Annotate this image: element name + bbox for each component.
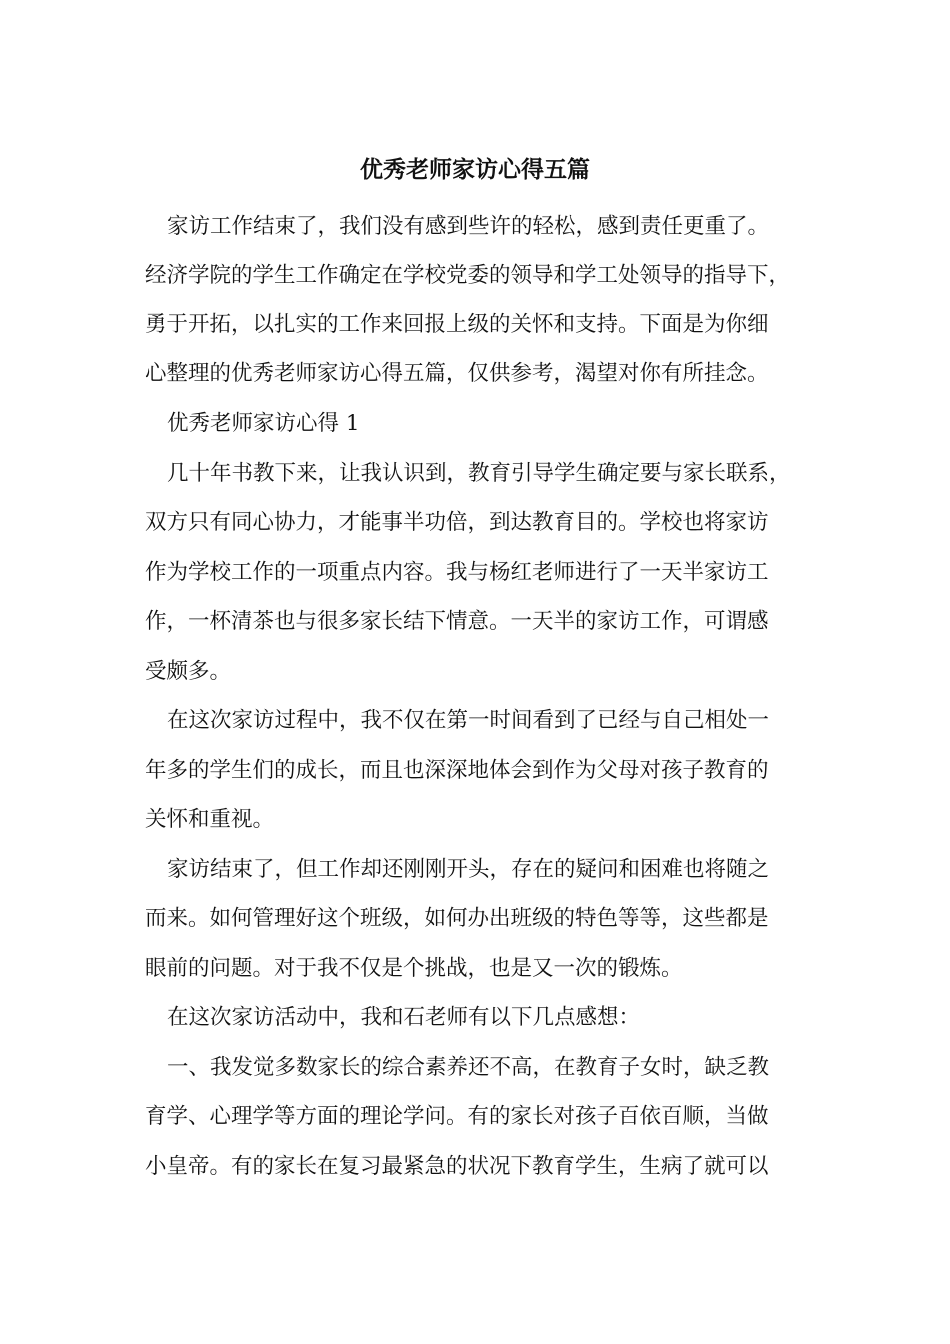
paragraph-line: 作，一杯清茶也与很多家长结下情意。一天半的家访工作，可谓感 — [145, 609, 769, 634]
paragraph-line: 受颇多。 — [145, 659, 232, 684]
paragraph-line: 关怀和重视。 — [145, 807, 275, 832]
paragraph-line: 勇于开拓，以扎实的工作来回报上级的关怀和支持。下面是为你细 — [145, 312, 769, 337]
paragraph-line: 眼前的问题。对于我不仅是个挑战，也是又一次的锻炼。 — [145, 956, 683, 981]
paragraph-line: 而来。如何管理好这个班级，如何办出班级的特色等等，这些都是 — [145, 906, 769, 931]
paragraph-line: 心整理的优秀老师家访心得五篇，仅供参考，渴望对你有所挂念。 — [145, 361, 769, 386]
section-heading: 优秀老师家访心得 1 — [167, 411, 360, 436]
paragraph-line: 几十年书教下来，让我认识到，教育引导学生确定要与家长联系， — [167, 461, 791, 486]
paragraph-line: 年多的学生们的成长，而且也深深地体会到作为父母对孩子教育的 — [145, 758, 769, 783]
paragraph-line: 双方只有同心协力，才能事半功倍，到达教育目的。学校也将家访 — [145, 510, 769, 535]
paragraph-line: 小皇帝。有的家长在复习最紧急的状况下教育学生，生病了就可以 — [145, 1154, 769, 1179]
paragraph-line: 家访结束了，但工作却还刚刚开头，存在的疑问和困难也将随之 — [167, 857, 770, 882]
paragraph-line: 经济学院的学生工作确定在学校党委的领导和学工处领导的指导下， — [145, 263, 791, 288]
paragraph-line: 一、我发觉多数家长的综合素养还不高，在教育子女时，缺乏教 — [167, 1055, 770, 1080]
paragraph-line: 在这次家访过程中，我不仅在第一时间看到了已经与自己相处一 — [167, 708, 770, 733]
paragraph-line: 作为学校工作的一项重点内容。我与杨红老师进行了一天半家访工 — [145, 560, 769, 585]
paragraph-line: 家访工作结束了，我们没有感到些许的轻松，感到责任更重了。 — [167, 214, 770, 239]
paragraph-line: 育学、心理学等方面的理论学问。有的家长对孩子百依百顺，当做 — [145, 1104, 769, 1129]
document-title: 优秀老师家访心得五篇 — [360, 157, 590, 183]
paragraph-line: 在这次家访活动中，我和石老师有以下几点感想： — [167, 1005, 641, 1030]
